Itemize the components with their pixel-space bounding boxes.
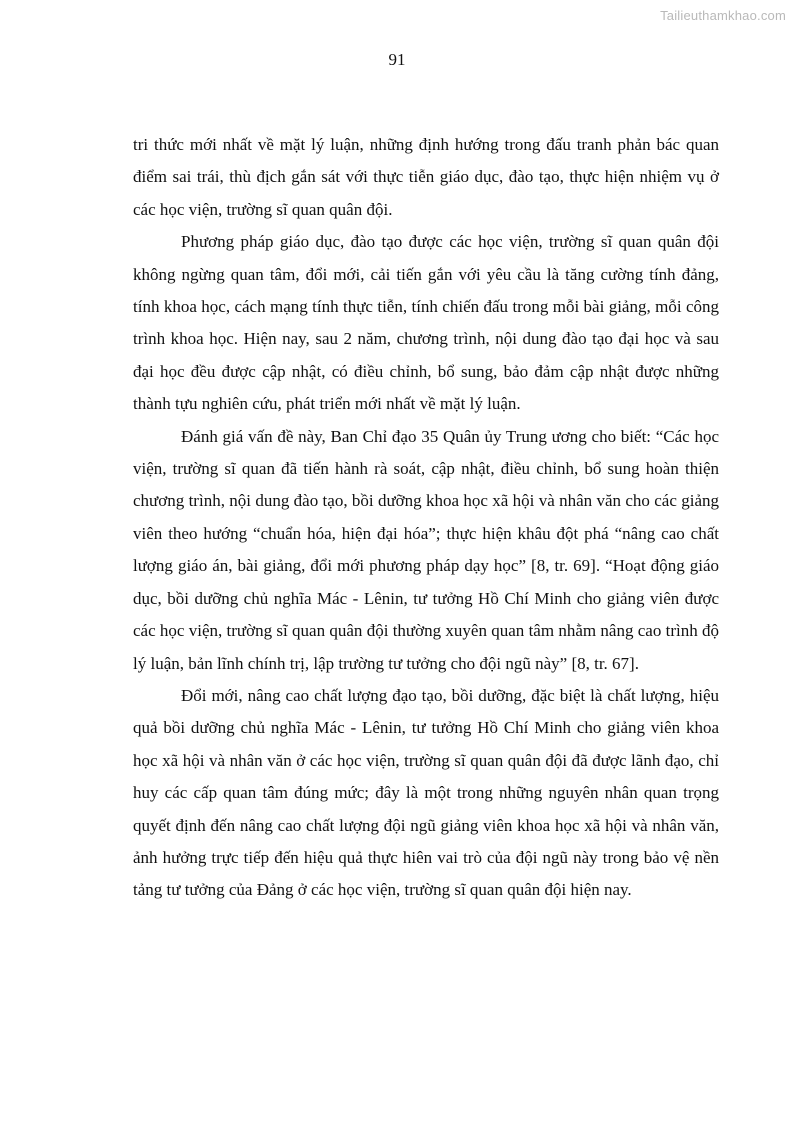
paragraph-assessment: Đánh giá vấn đề này, Ban Chỉ đạo 35 Quân ủy Trung ương cho biết: “Các học viện, trường sĩ quan đã tiến hành rà soát, cập nhật, điều chỉnh, bổ sung hoàn thiện chương trình, nội dung đào tạo, bồi dưỡng khoa học xã hội và nhân văn cho các giảng viên theo hướng “chuẩn hóa, hiện đại hóa”; thực hiện khâu đột phá “nâng cao chất lượng giáo án, bài giảng, đổi mới phương pháp dạy học” [8, tr. 69]. “Hoạt động giáo dục, bồi dưỡng chủ nghĩa Mác - Lênin, tư tưởng Hồ Chí Minh cho giảng viên được các học viện, trường sĩ quan quân đội thường xuyên quan tâm nhằm nâng cao trình độ lý luận, bản lĩnh chính trị, lập trường tư tưởng cho đội ngũ này” [8, tr. 67]. <box>133 426 719 673</box>
page-number: 91 <box>388 50 406 69</box>
document-body <box>133 129 719 907</box>
paragraph-teaching-methods: Phương pháp giáo dục, đào tạo được các học viện, trường sĩ quan quân đội không ngừng quan tâm, đổi mới, cải tiến gắn với yêu cầu là tăng cường tính đảng, tính khoa học, cách mạng tính thực tiễn, tính chiến đấu trong mỗi bài giảng, mỗi công trình khoa học. Hiện nay, sau 2 năm, chương trình, nội dung đào tạo đại học và sau đại học đều được cập nhật, có điều chỉnh, bổ sung, bảo đảm cập nhật được những thành tựu nghiên cứu, phát triển mới nhất về mặt lý luận. <box>133 232 719 414</box>
watermark-text: Tailieuthamkhao.com <box>660 8 786 23</box>
paragraph-continuation: tri thức mới nhất về mặt lý luận, những định hướng trong đấu tranh phản bác quan điểm sai trái, thù địch gắn sát với thực tiễn giáo dục, đào tạo, thực hiện nhiệm vụ ở các học viện, trường sĩ quan quân đội. <box>133 135 719 219</box>
paragraph-innovation: Đổi mới, nâng cao chất lượng đạo tạo, bồi dưỡng, đặc biệt là chất lượng, hiệu quả bồi dưỡng chủ nghĩa Mác - Lênin, tư tưởng Hồ Chí Minh cho giảng viên khoa học xã hội và nhân văn ở các học viện, trường sĩ quan quân đội đã được lãnh đạo, chỉ huy các cấp quan tâm đúng mức; đây là một trong những nguyên nhân quan trọng quyết định đến nâng cao chất lượng đội ngũ giảng viên khoa học xã hội và nhân văn, ảnh hưởng trực tiếp đến hiệu quả thực hiên vai trò của đội ngũ này trong bảo vệ nền tảng tư tưởng của Đảng ở các học viện, trường sĩ quan quân đội hiện nay. <box>133 685 719 900</box>
